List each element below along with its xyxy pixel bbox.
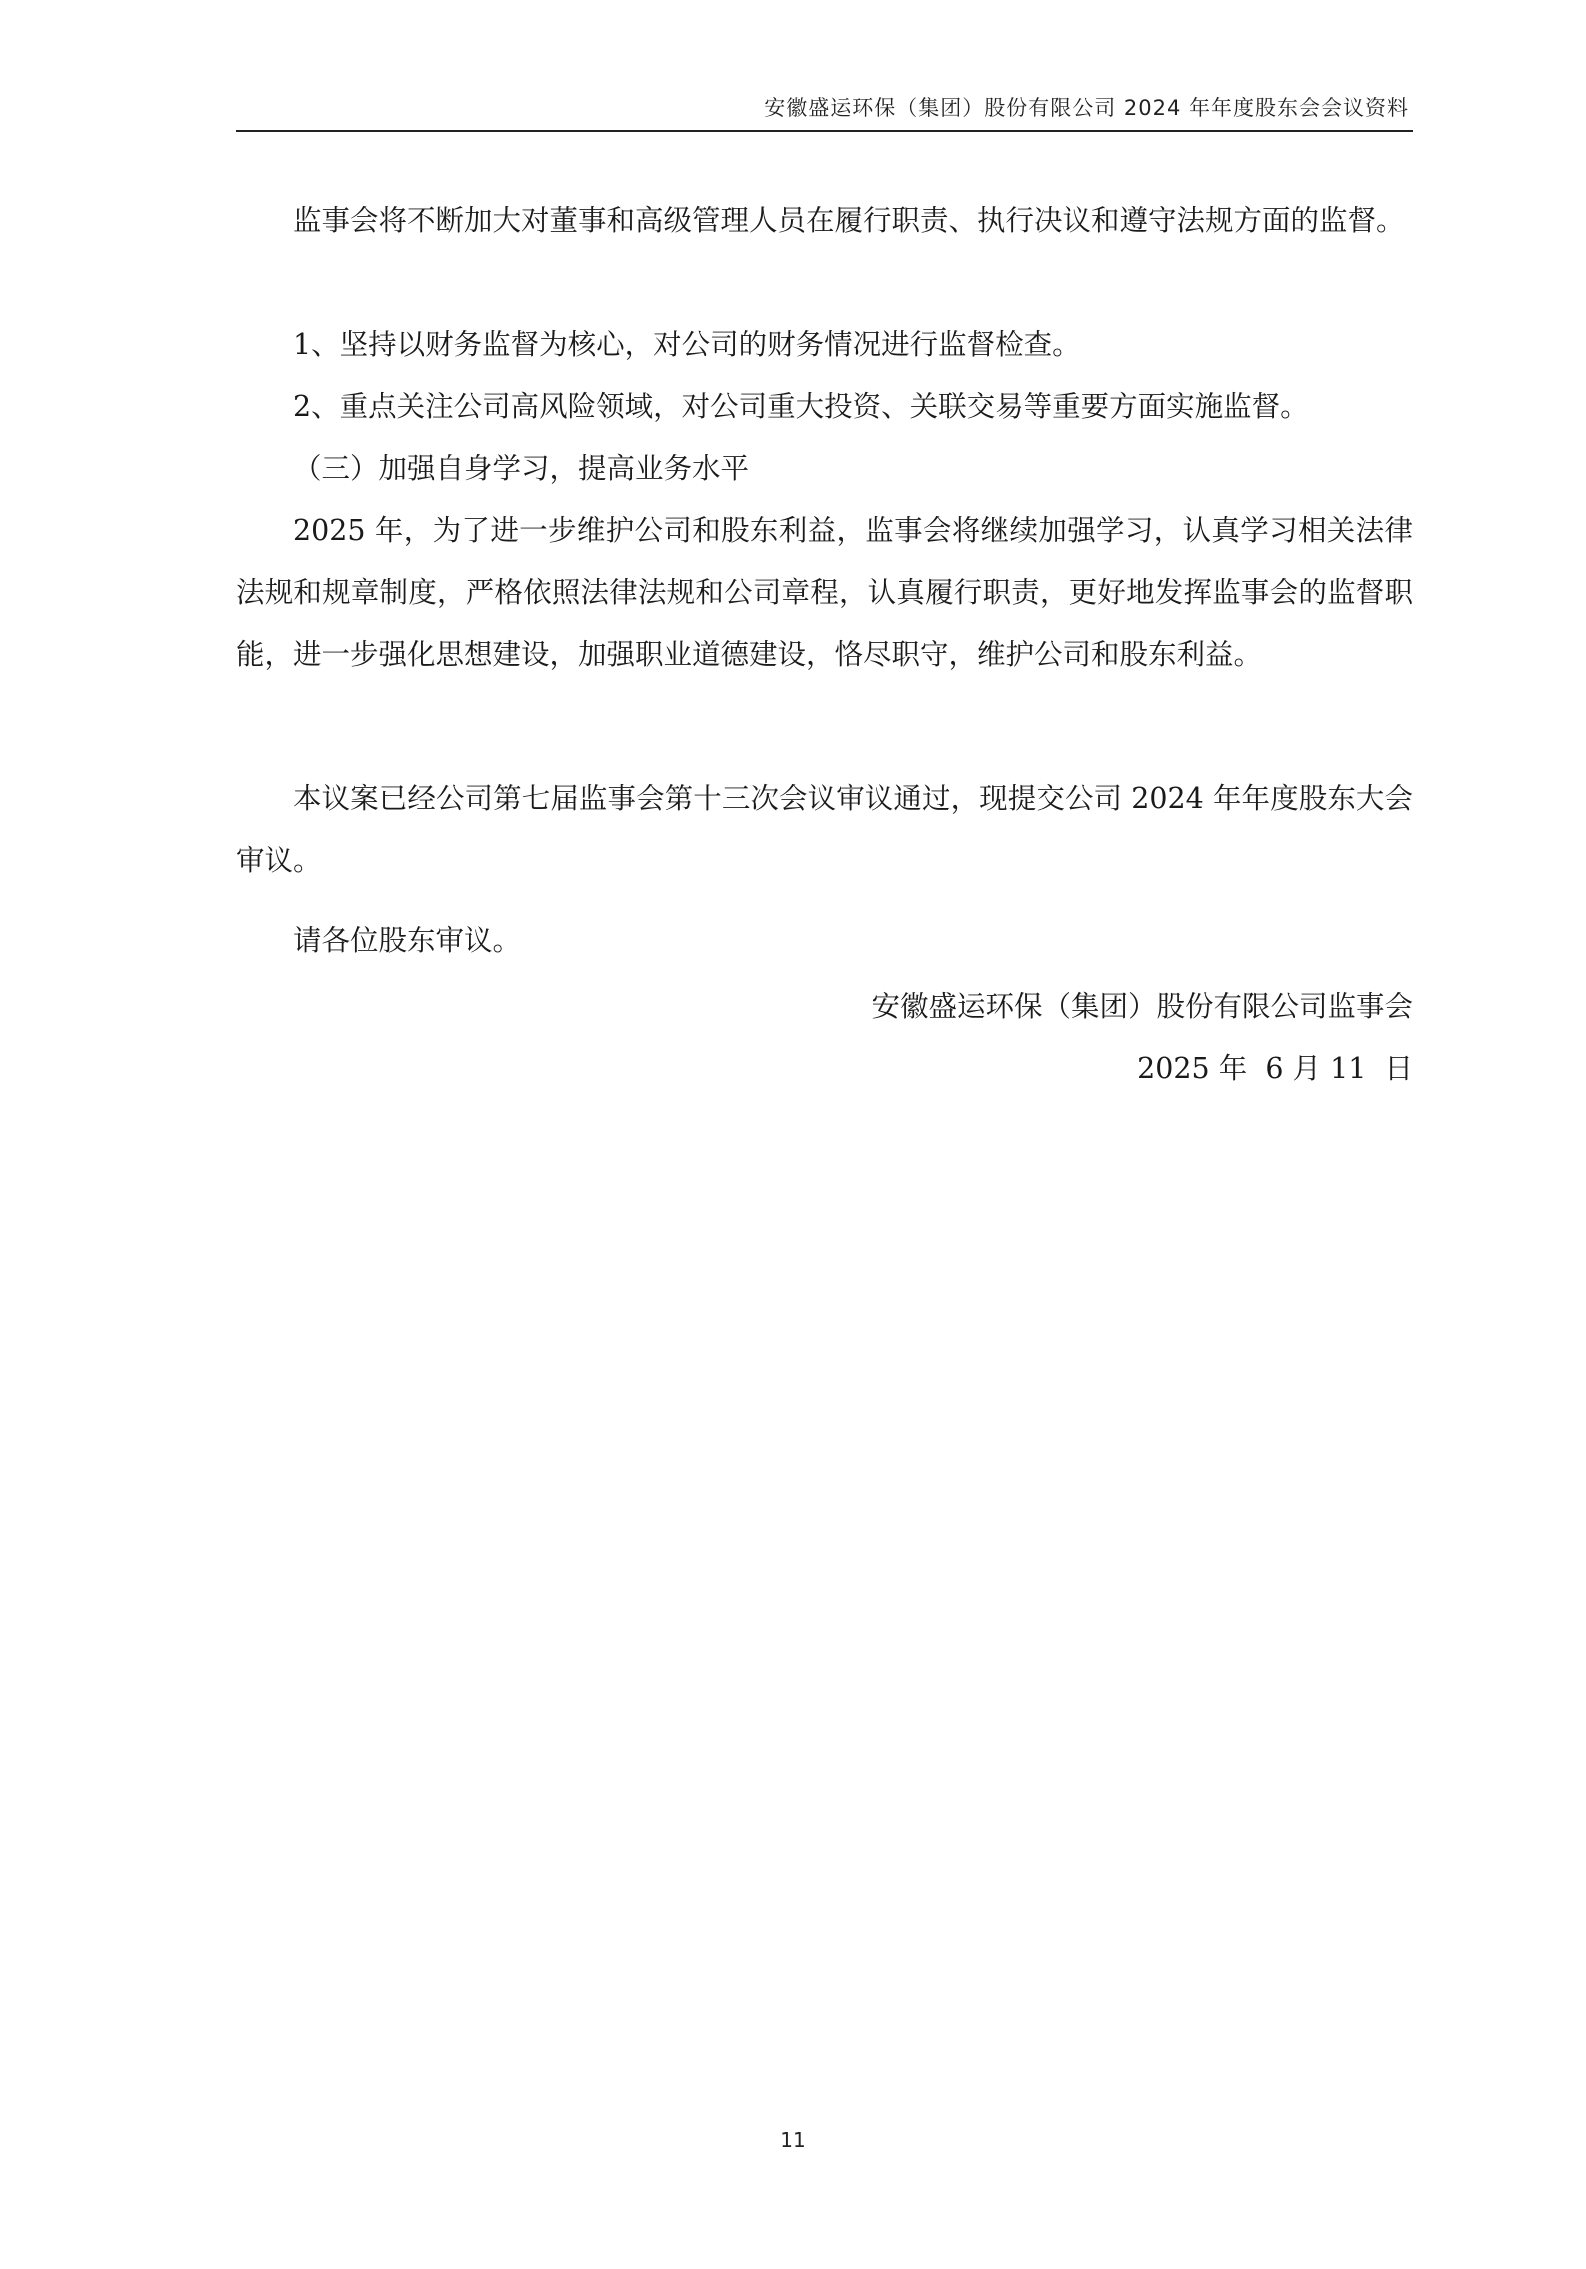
paragraph-request: 请各位股东审议。: [293, 924, 522, 957]
page-header: [236, 90, 1413, 132]
header-title: 安徽盛运环保（集团）股份有限公司 2024 年年度股东会会议资料: [764, 96, 1409, 120]
page-number: 11: [780, 2128, 806, 2152]
section-heading-3: （三）加强自身学习，提高业务水平: [293, 452, 750, 485]
signature-date: 2025 年 6 月 11 日: [1137, 1052, 1413, 1085]
paragraph-item-1: 1、坚持以财务监督为核心，对公司的财务情况进行监督检查。: [293, 328, 1081, 361]
paragraph-approval: 本议案已经公司第七届监事会第十三次会议审议通过，现提交公司 2024 年年度股东大会审议。: [236, 782, 1413, 877]
signature-org: 安徽盛运环保（集团）股份有限公司监事会: [871, 990, 1413, 1023]
paragraph-supervision: 监事会将不断加大对董事和高级管理人员在履行职责、执行决议和遵守法规方面的监督。: [293, 204, 1405, 237]
paragraph-2025-plan: 2025 年，为了进一步维护公司和股东利益，监事会将继续加强学习，认真学习相关法律法规和规章制度，严格依照法律法规和公司章程，认真履行职责，更好地发挥监事会的监督职能，进一步强化思想建设，加强职业道德建设，恪尽职守，维护公司和股东利益。: [236, 514, 1413, 671]
paragraph-item-2: 2、重点关注公司高风险领域，对公司重大投资、关联交易等重要方面实施监督。: [293, 390, 1309, 423]
